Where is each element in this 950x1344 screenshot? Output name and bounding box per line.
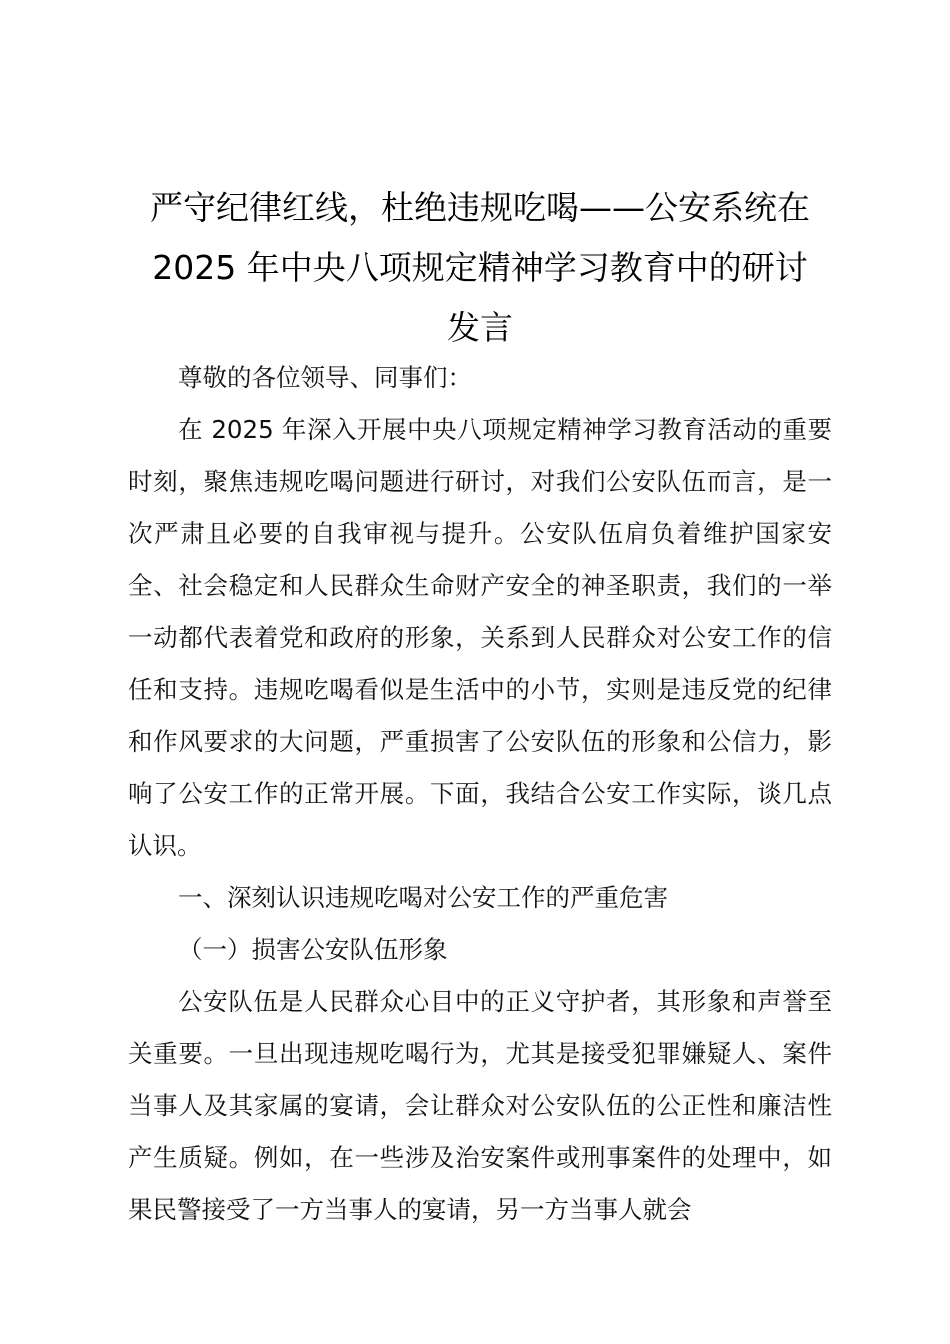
- subsection-heading-1: （一）损害公安队伍形象: [178, 935, 448, 964]
- subsection-paragraph-1: 公安队伍是人民群众心目中的正义守护者，其形象和声誉至关重要。一旦出现违规吃喝行为，尤其是接受犯罪嫌疑人、案件当事人及其家属的宴请，会让群众对公安队伍的公正性和廉洁性产生质疑。例如，在一些涉及治安案件或刑事案件的处理中，如果民警接受了一方当事人的宴请，另一方当事人就会: [128, 987, 832, 1224]
- document-title: [128, 178, 832, 358]
- section-heading-1: 一、深刻认识违规吃喝对公安工作的严重危害: [178, 883, 668, 912]
- greeting: 尊敬的各位领导、同事们：: [178, 363, 472, 392]
- intro-paragraph: 在 2025 年深入开展中央八项规定精神学习教育活动的重要时刻，聚焦违规吃喝问题进行研讨，对我们公安队伍而言，是一次严肃且必要的自我审视与提升。公安队伍肩负着维护国家安全、社会稳定和人民群众生命财产安全的神圣职责，我们的一举一动都代表着党和政府的形象，关系到人民群众对公安工作的信任和支持。违规吃喝看似是生活中的小节，实则是违反党的纪律和作风要求的大问题，严重损害了公安队伍的形象和公信力，影响了公安工作的正常开展。下面，我结合公安工作实际，谈几点认识。: [128, 415, 832, 860]
- title-line-1: 严守纪律红线，杜绝违规吃喝——公安系统在: [150, 188, 810, 227]
- document-body: [128, 178, 832, 1236]
- title-line-3: 发言: [447, 308, 513, 347]
- title-line-2: 2025 年中央八项规定精神学习教育中的研讨: [152, 248, 808, 287]
